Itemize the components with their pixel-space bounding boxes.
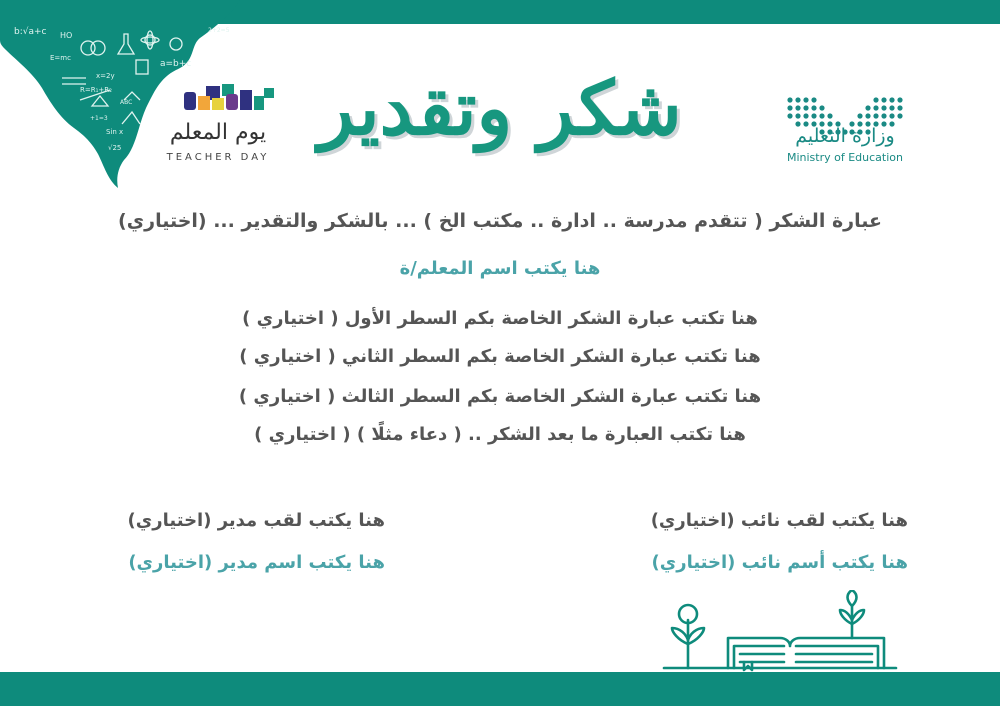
svg-text:ABC: ABC (120, 99, 133, 106)
closing-line: هنا تكتب العبارة ما بعد الشكر .. ( دعاء مثلًا ) ( اختياري ) (254, 424, 746, 445)
svg-text:+1=3: +1=3 (90, 115, 108, 122)
thanks-line-1: هنا تكتب عبارة الشكر الخاصة بكم السطر الأول ( اختياري ) (242, 308, 758, 329)
svg-text:E=mc: E=mc (50, 54, 71, 62)
intro-line: عبارة الشكر ( تتقدم مدرسة .. ادارة .. مكتب الخ ) ... بالشكر والتقدير ... (اختياري) (118, 210, 882, 232)
svg-text:a=b+c: a=b+c (160, 59, 192, 69)
teacher-day-english: TEACHER DAY (166, 152, 270, 163)
chalk-formula: b:√a+c (14, 27, 47, 37)
teacher-name-line: هنا يكتب اسم المعلم/ة (399, 258, 601, 279)
deputy-name: هنا يكتب أسم نائب (اختياري) (651, 552, 908, 573)
thanks-line-3: هنا تكتب عبارة الشكر الخاصة بكم السطر الثالث ( اختياري ) (238, 386, 762, 407)
thanks-line-2: هنا تكتب عبارة الشكر الخاصة بكم السطر الثاني ( اختياري ) (239, 346, 761, 367)
svg-text:Sin x: Sin x (106, 128, 124, 136)
svg-text:2+2=5: 2+2=5 (208, 27, 230, 34)
director-title: هنا يكتب لقب مدير (اختياري) (127, 510, 385, 531)
ministry-english: Ministry of Education (786, 151, 903, 164)
bottom-bar (0, 672, 1000, 706)
svg-text:x=2y: x=2y (96, 72, 115, 80)
svg-text:R=R₁+R₂: R=R₁+R₂ (80, 86, 112, 94)
title-calligraphy (300, 60, 700, 180)
director-name: هنا يكتب اسم مدير (اختياري) (128, 552, 385, 573)
book-plant-icon (660, 590, 900, 672)
teacher-day-arabic: يوم المعلم (169, 120, 267, 145)
svg-text:√25: √25 (108, 144, 122, 152)
page-title: شكر وتقدير (318, 66, 682, 152)
svg-text:HO: HO (60, 31, 73, 40)
ministry-arabic: وزارة التعليم (795, 125, 895, 147)
deputy-title: هنا يكتب لقب نائب (اختياري) (650, 510, 908, 531)
